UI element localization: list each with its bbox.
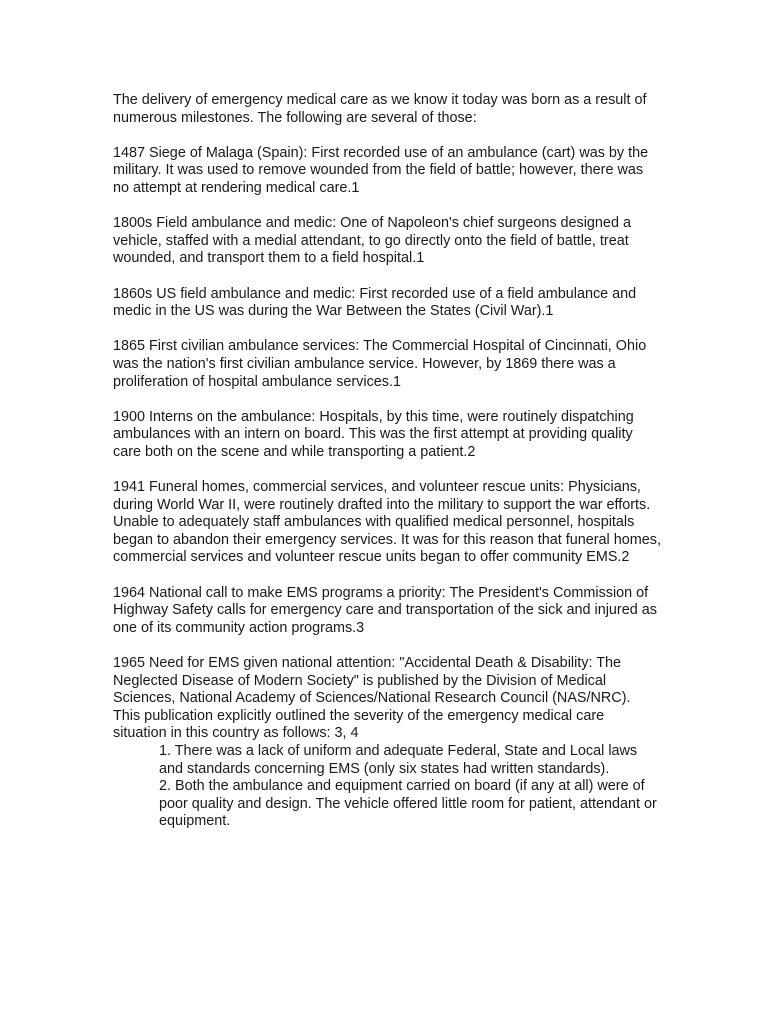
list-item: 1. There was a lack of uniform and adequate Federal, State and Local laws and standards concerning EMS (only six states had written standards). <box>159 742 638 777</box>
milestone-1487: 1487 Siege of Malaga (Spain): First recorded use of an ambulance (cart) was by the military. It was used to remove wounded from the field of battle; however, there was no attempt at rendering medical care.1 <box>113 144 649 196</box>
milestone-1800s: 1800s Field ambulance and medic: One of Napoleon's chief surgeons designed a vehicle, staffed with a medial attendant, to go directly onto the field of battle, treat wounded, and transport them to a field hospital.1 <box>113 215 631 267</box>
intro-paragraph: The delivery of emergency medical care as we know it today was born as a result of numerous milestones. The following are several of those: <box>113 92 647 126</box>
milestone-1865: 1865 First civilian ambulance services: The Commercial Hospital of Cincinnati, Ohio was the nation's first civilian ambulance service. However, by 1869 there was a proliferation of hospital ambulance services.1 <box>113 338 647 390</box>
list-item: 2. Both the ambulance and equipment carried on board (if any at all) were of poor quality and design. The vehicle offered little room for patient, attendant or equipment. <box>159 778 657 830</box>
milestone-1965: 1965 Need for EMS given national attention: "Accidental Death & Disability: The Neglected Disease of Modern Society" is published by the Division of Medical Sciences, National Academy of Sciences/National Research Council (NAS/NRC). This publication explicitly outlined the severity of the emergency medical care situation in this country as follows: 3, 4 <box>113 655 631 742</box>
milestone-1860s: 1860s US field ambulance and medic: First recorded use of a field ambulance and medic in the US was during the War Between the States (Civil War).1 <box>113 285 637 320</box>
document-page <box>113 92 661 831</box>
milestone-1964: 1964 National call to make EMS programs a priority: The President's Commission of Highway Safety calls for emergency care and transportation of the sick and injured as one of its community action programs.3 <box>113 584 657 636</box>
severity-list <box>113 743 661 831</box>
milestone-1941: 1941 Funeral homes, commercial services, and volunteer rescue units: Physicians, during World War II, were routinely drafted into the military to support the war efforts. Unable to adequately staff ambulances with qualified medical personnel, hospitals began to abandon their emergency services. It was for this reason that funeral homes, commercial services and volunteer rescue units began to offer community EMS.2 <box>113 479 661 566</box>
milestone-1900: 1900 Interns on the ambulance: Hospitals, by this time, were routinely dispatching ambulances with an intern on board. This was the first attempt at providing quality care both on the scene and while transporting a patient.2 <box>113 408 634 460</box>
